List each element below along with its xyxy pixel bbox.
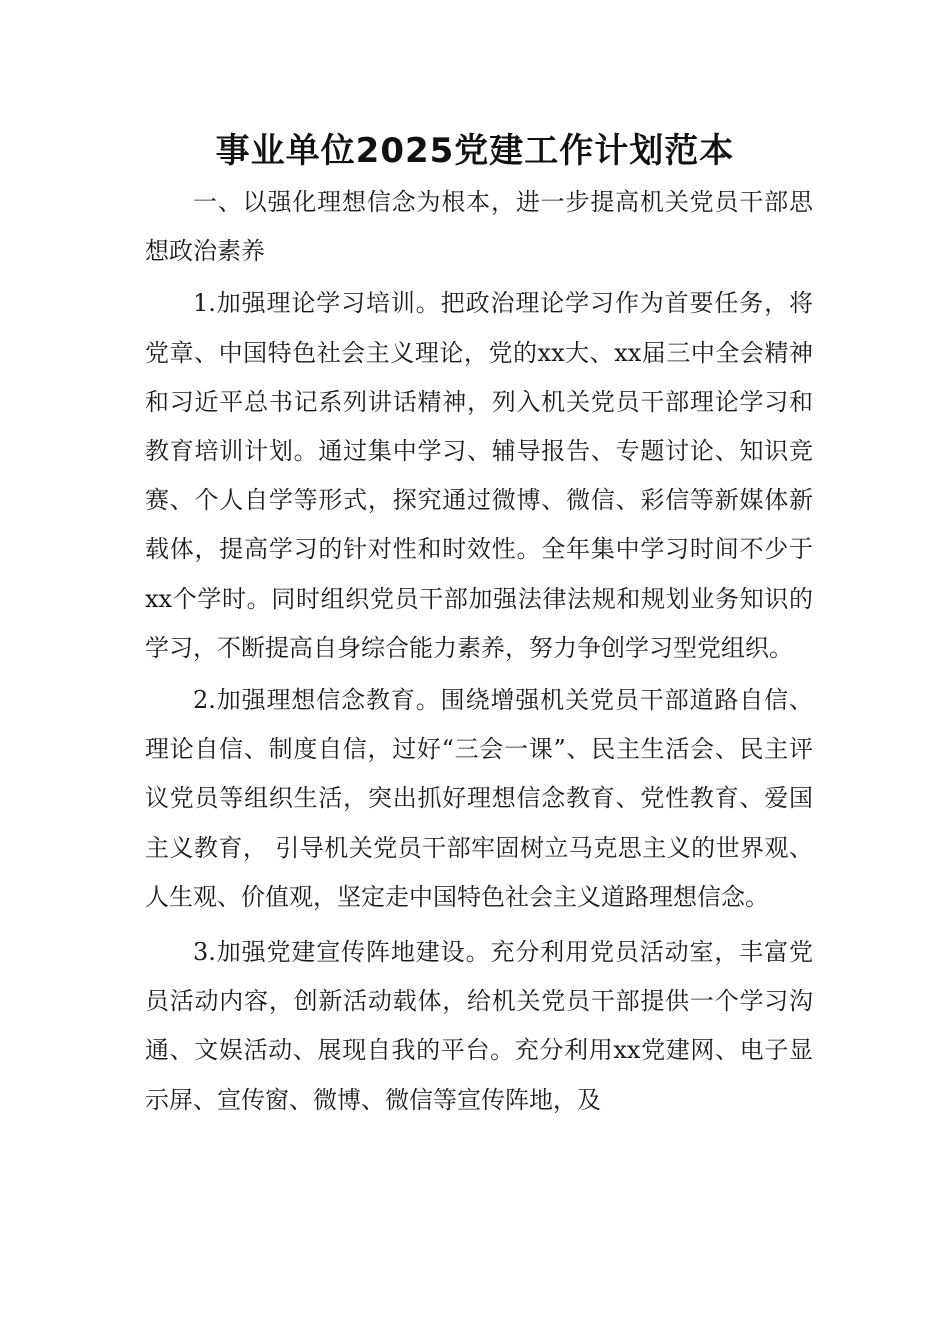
document-body	[145, 178, 813, 1125]
paragraph-2: 2.加强理想信念教育。围绕增强机关党员干部道路自信、理论自信、制度自信，过好“三会一课”、民主生活会、民主评议党员等组织生活，突出抓好理想信念教育、党性教育、爱国主义教育， 引导机关党员干部牢固树立马克思主义的世界观、人生观、价值观，坚定走中国特色社会主义道路理想信念。	[145, 686, 813, 911]
paragraph-3: 3.加强党建宣传阵地建设。充分利用党员活动室，丰富党员活动内容，创新活动载体，给机关党员干部提供一个学习沟通、文娱活动、展现自我的平台。充分利用xx党建网、电子显示屏、宣传窗、微博、微信等宣传阵地，及	[145, 938, 813, 1114]
document-title: 事业单位2025党建工作计划范本	[215, 131, 735, 171]
section-heading: 一、以强化理想信念为根本，进一步提高机关党员干部思想政治素养	[145, 188, 813, 266]
paragraph-1: 1.加强理论学习培训。把政治理论学习作为首要任务，将党章、中国特色社会主义理论，党的xx大、xx届三中全会精神和习近平总书记系列讲话精神，列入机关党员干部理论学习和教育培训计划。通过集中学习、辅导报告、专题讨论、知识竞赛、个人自学等形式，探究通过微博、微信、彩信等新媒体新载体，提高学习的针对性和时效性。全年集中学习时间不少于xx个学时。同时组织党员干部加强法律法规和规划业务知识的学习，不断提高自身综合能力素养，努力争创学习型党组织。	[145, 289, 813, 662]
